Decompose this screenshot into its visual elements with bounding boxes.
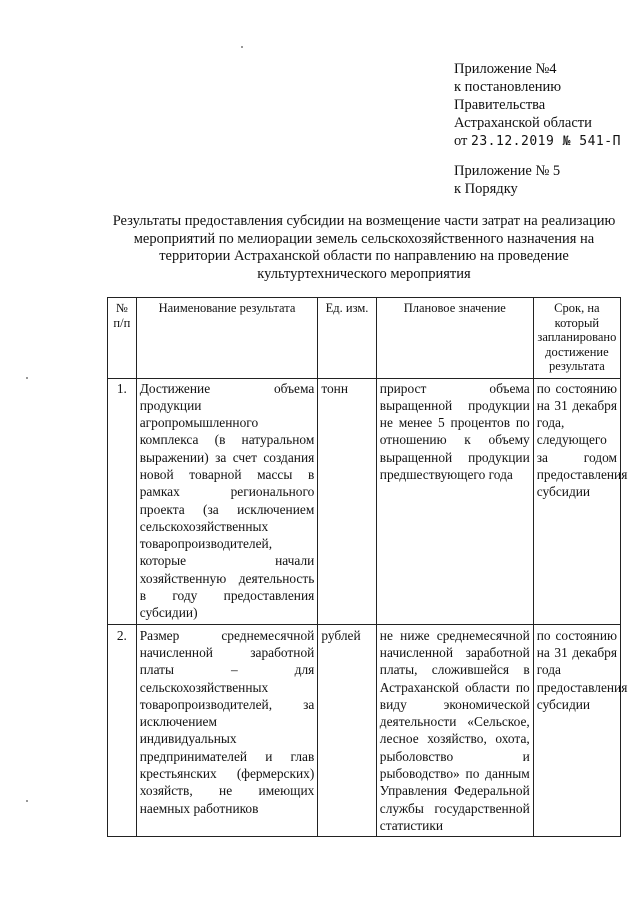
results-table — [107, 297, 628, 837]
cell-result-name: Достижение объема продукции агропромышленного комплекса (в натуральном выражении) за счет создания новой товарной массы в рамках регионального проекта (за исключением сельскохозяйственных товаропроизводителей, которые начали хозяйственную деятельность в году предоставления субсидии) — [136, 378, 318, 624]
scan-speck — [26, 377, 28, 379]
header-unit: Ед. изм. — [318, 298, 376, 379]
header-deadline: Срок, на который запланировано достижение результата — [533, 298, 620, 379]
table-row — [108, 378, 621, 624]
document-title: Результаты предоставления субсидии на возмещение части затрат на реализацию мероприятий по мелиорации земель сельскохозяйственного назначения на территории Астраханской области по направлению на проведение культуртехнического мероприятия — [112, 213, 616, 282]
header-number: № п/п — [108, 298, 137, 379]
sub-appendix-header — [454, 162, 560, 198]
table-header-row — [108, 298, 621, 379]
appendix-date-line — [454, 132, 621, 151]
header-plan-value: Плановое значение — [376, 298, 533, 379]
cell-result-name: Размер среднемесячной начисленной заработной платы – для сельскохозяйственных товаропроизводителей, за исключением индивидуальных предпринимателей и глав крестьянских (фермерских) хозяйств, не имеющих наемных работников — [136, 624, 318, 837]
cell-plan-value: прирост объема выращенной продукции не менее 5 процентов по отношению к объему выращенной продукции предшествующего года — [376, 378, 533, 624]
appendix-line: к постановлению — [454, 79, 562, 95]
header-result-name: Наименование результата — [136, 298, 318, 379]
sub-appendix-line: к Порядку — [454, 181, 518, 197]
scan-speck — [26, 800, 28, 802]
sub-appendix-line: Приложение № 5 — [454, 163, 561, 179]
appendix-line: Правительства — [454, 97, 546, 113]
cell-number: 2. — [108, 624, 137, 837]
cell-deadline: по состоянию на 31 декабря года, следующего за годом предоставления субсидии — [533, 378, 620, 624]
cell-number: 1. — [108, 378, 137, 624]
appendix-line: Приложение №4 — [454, 61, 557, 77]
table-row — [108, 624, 621, 837]
appendix-line: Астраханской области — [454, 115, 592, 131]
cell-plan-value: не ниже среднемесячной начисленной заработной платы, сложившейся в Астраханской области по виду экономической деятельности «Сельское, лесное хозяйство, охота, рыболовство и рыбоводство» по данным Управления Федеральной службы государственной статистики — [376, 624, 533, 837]
cell-unit: тонн — [318, 378, 376, 624]
cell-unit: рублей — [318, 624, 376, 837]
appendix-header — [454, 60, 621, 151]
date-and-number: 23.12.2019 № 541-П — [471, 134, 621, 149]
scan-speck — [241, 46, 243, 48]
date-prefix: от — [454, 133, 468, 149]
cell-deadline: по состоянию на 31 декабря года предоставления субсидии — [533, 624, 620, 837]
